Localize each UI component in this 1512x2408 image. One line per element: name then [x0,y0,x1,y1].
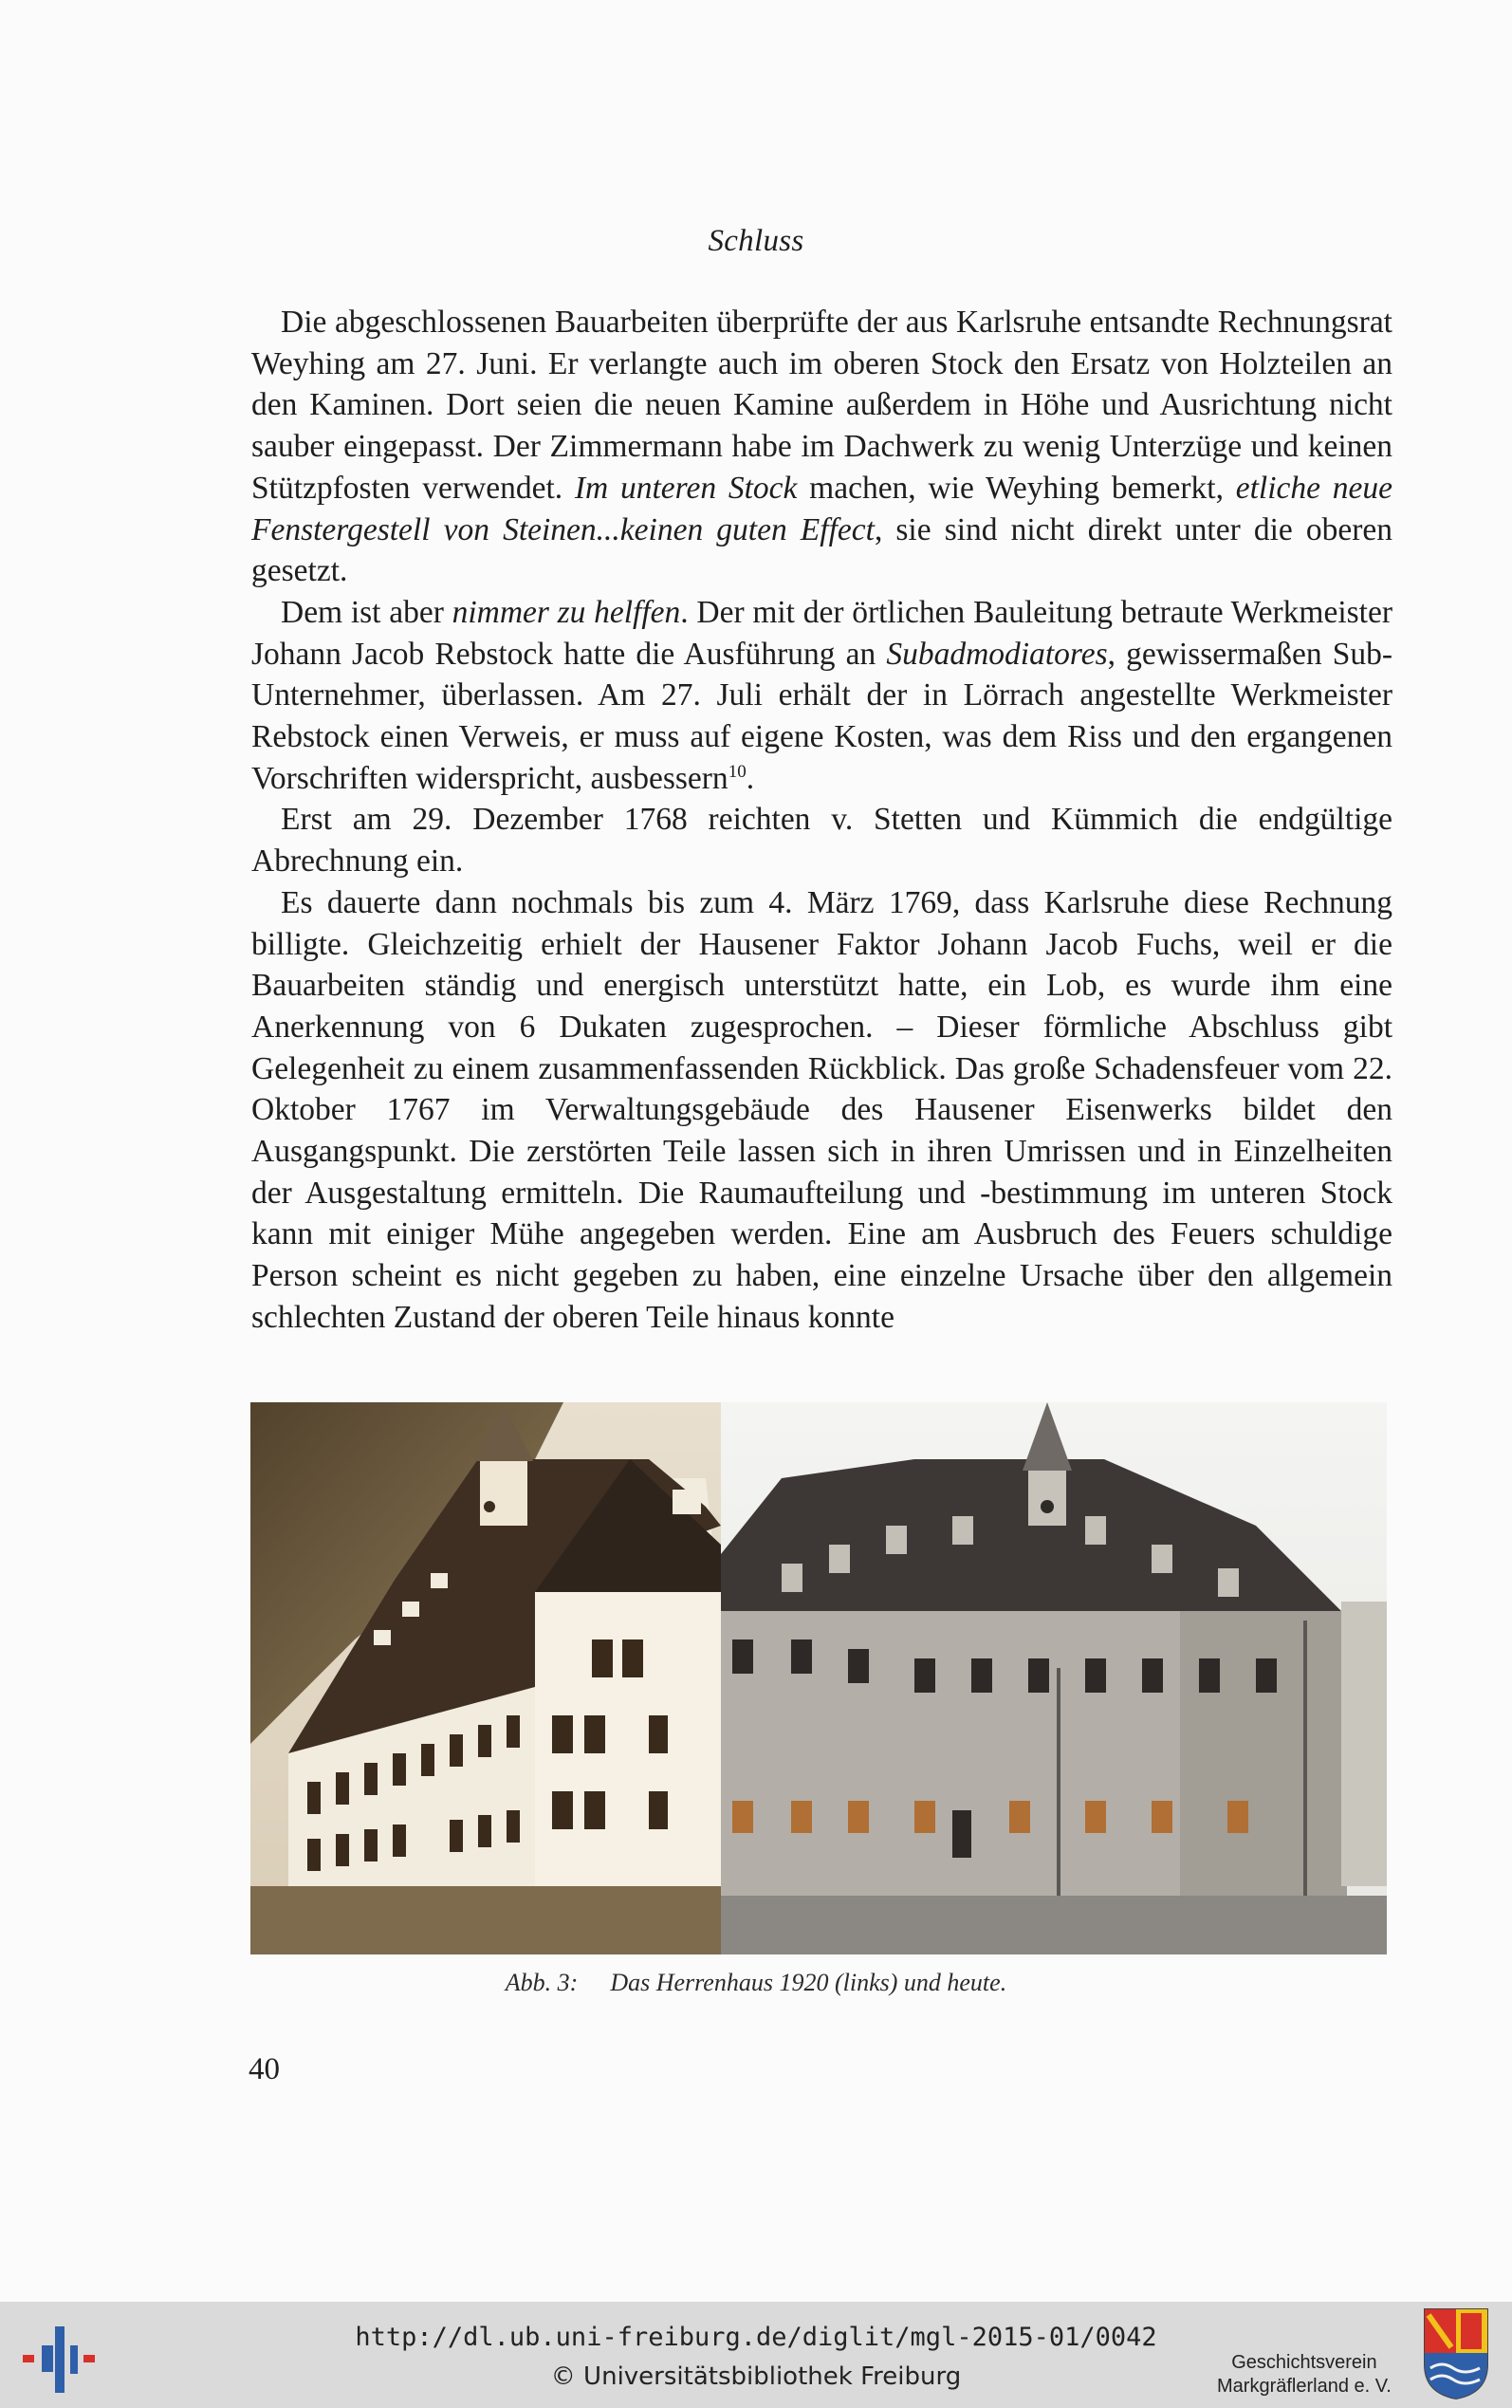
text-run: , sie sind nicht direkt unter die oberen gesetzt. [251,511,1392,589]
page-number: 40 [249,2052,280,2086]
italic-quote: nimmer zu helffen [452,594,681,630]
figure-photo [250,1402,1387,1954]
text-run: . [746,760,755,796]
footer-url-link[interactable]: http://dl.ub.uni-freiburg.de/diglit/mgl-2015-01/0042 [355,2323,1157,2352]
caption-label: Abb. 3: [505,1969,579,1996]
society-line-2: Markgräflerland e. V. [1217,2376,1392,2397]
text-run: Die abgeschlossenen Bauarbeiten überprüfte der aus Karlsruhe entsandte Rechnungsrat Weyhing am 27. Juni. Er verlangte auch im oberen Stock den Ersatz von Holzteilen an den Kaminen. Dort seien die neuen Kamine außerdem in Höhe und Ausrichtung nicht sauber eingepasst. Der Zimmermann habe im Dachwerk zu wenig Unterzüge und keinen Stützpfosten verwendet. [251,305,1392,506]
paragraph [251,592,1392,800]
figure-caption [0,1969,1512,1997]
body-text [251,302,1392,1339]
caption-text: Das Herrenhaus 1920 (links) und heute. [610,1969,1007,1996]
footnote-ref: 10 [728,761,747,782]
text-run: Es dauerte dann nochmals bis zum 4. März 1769, dass Karlsruhe diese Rechnung billigte. Gleichzeitig erhielt der Hausener Faktor Johann Jacob Fuchs, weil er die Bauarbeiten ständig und energisch unterstützt hatte, ein Lob, es wurde ihm eine Anerkennung von 6 Dukaten zugesprochen. – Dieser förmliche Abschluss gibt Gelegenheit zu einem zusammenfassenden Rückblick. Das große Schadensfeuer vom 22. Oktober 1767 im Verwaltungsgebäude des Hausener Eisenwerks bildet den Ausgangspunkt. Die zerstörten Teile lassen sich in ihren Umrissen und in Einzelheiten der Ausgestaltung ermitteln. Die Raumaufteilung und -bestimmung im unteren Stock kann mit einiger Mühe angegeben werden. Eine am Ausbruch des Feuers schuldige Person scheint es nicht gegeben zu haben, eine einzelne Ursache über den allgemein schlechten Zustand der oberen Teile hinaus konnte [251,884,1392,1335]
society-line-1: Geschichtsverein [1231,2352,1377,2373]
text-run: Erst am 29. Dezember 1768 reichten v. Stetten und Kümmich die endgültige Abrechnung ein. [251,802,1392,880]
footer-bar [0,2302,1512,2408]
paragraph [251,799,1392,881]
footer-copyright: © Universitätsbibliothek Freiburg [550,2362,962,2391]
paragraph [251,302,1392,592]
italic-quote: Im unteren Stock [574,470,798,506]
herrenhaus-photo [250,1402,1387,1954]
text-run: . Der mit der örtlichen Bauleitung betraute Werkmeister Johann Jacob Rebstock hatte die Ausführung an [251,594,1392,672]
text-run: machen, wie Weyhing bemerkt, [797,470,1236,506]
society-name [1217,2351,1392,2399]
text-run: , gewissermaßen Sub-Unternehmer, überlassen. Am 27. Juli erhält der in Lörrach angestellte Werkmeister Rebstock einen Verweis, er muss auf eigene Kosten, was dem Riss und den ergangenen Vorschriften widerspricht, ausbessern [251,636,1392,796]
coat-of-arms-icon [1423,2306,1489,2400]
running-header: Schluss [708,224,804,258]
text-run: Dem ist aber [281,594,452,630]
italic-quote: etliche neue Fenstergestell von Steinen...keinen guten Effect [251,470,1392,547]
italic-quote: Subadmodiatores [886,636,1108,672]
paragraph [251,882,1392,1339]
